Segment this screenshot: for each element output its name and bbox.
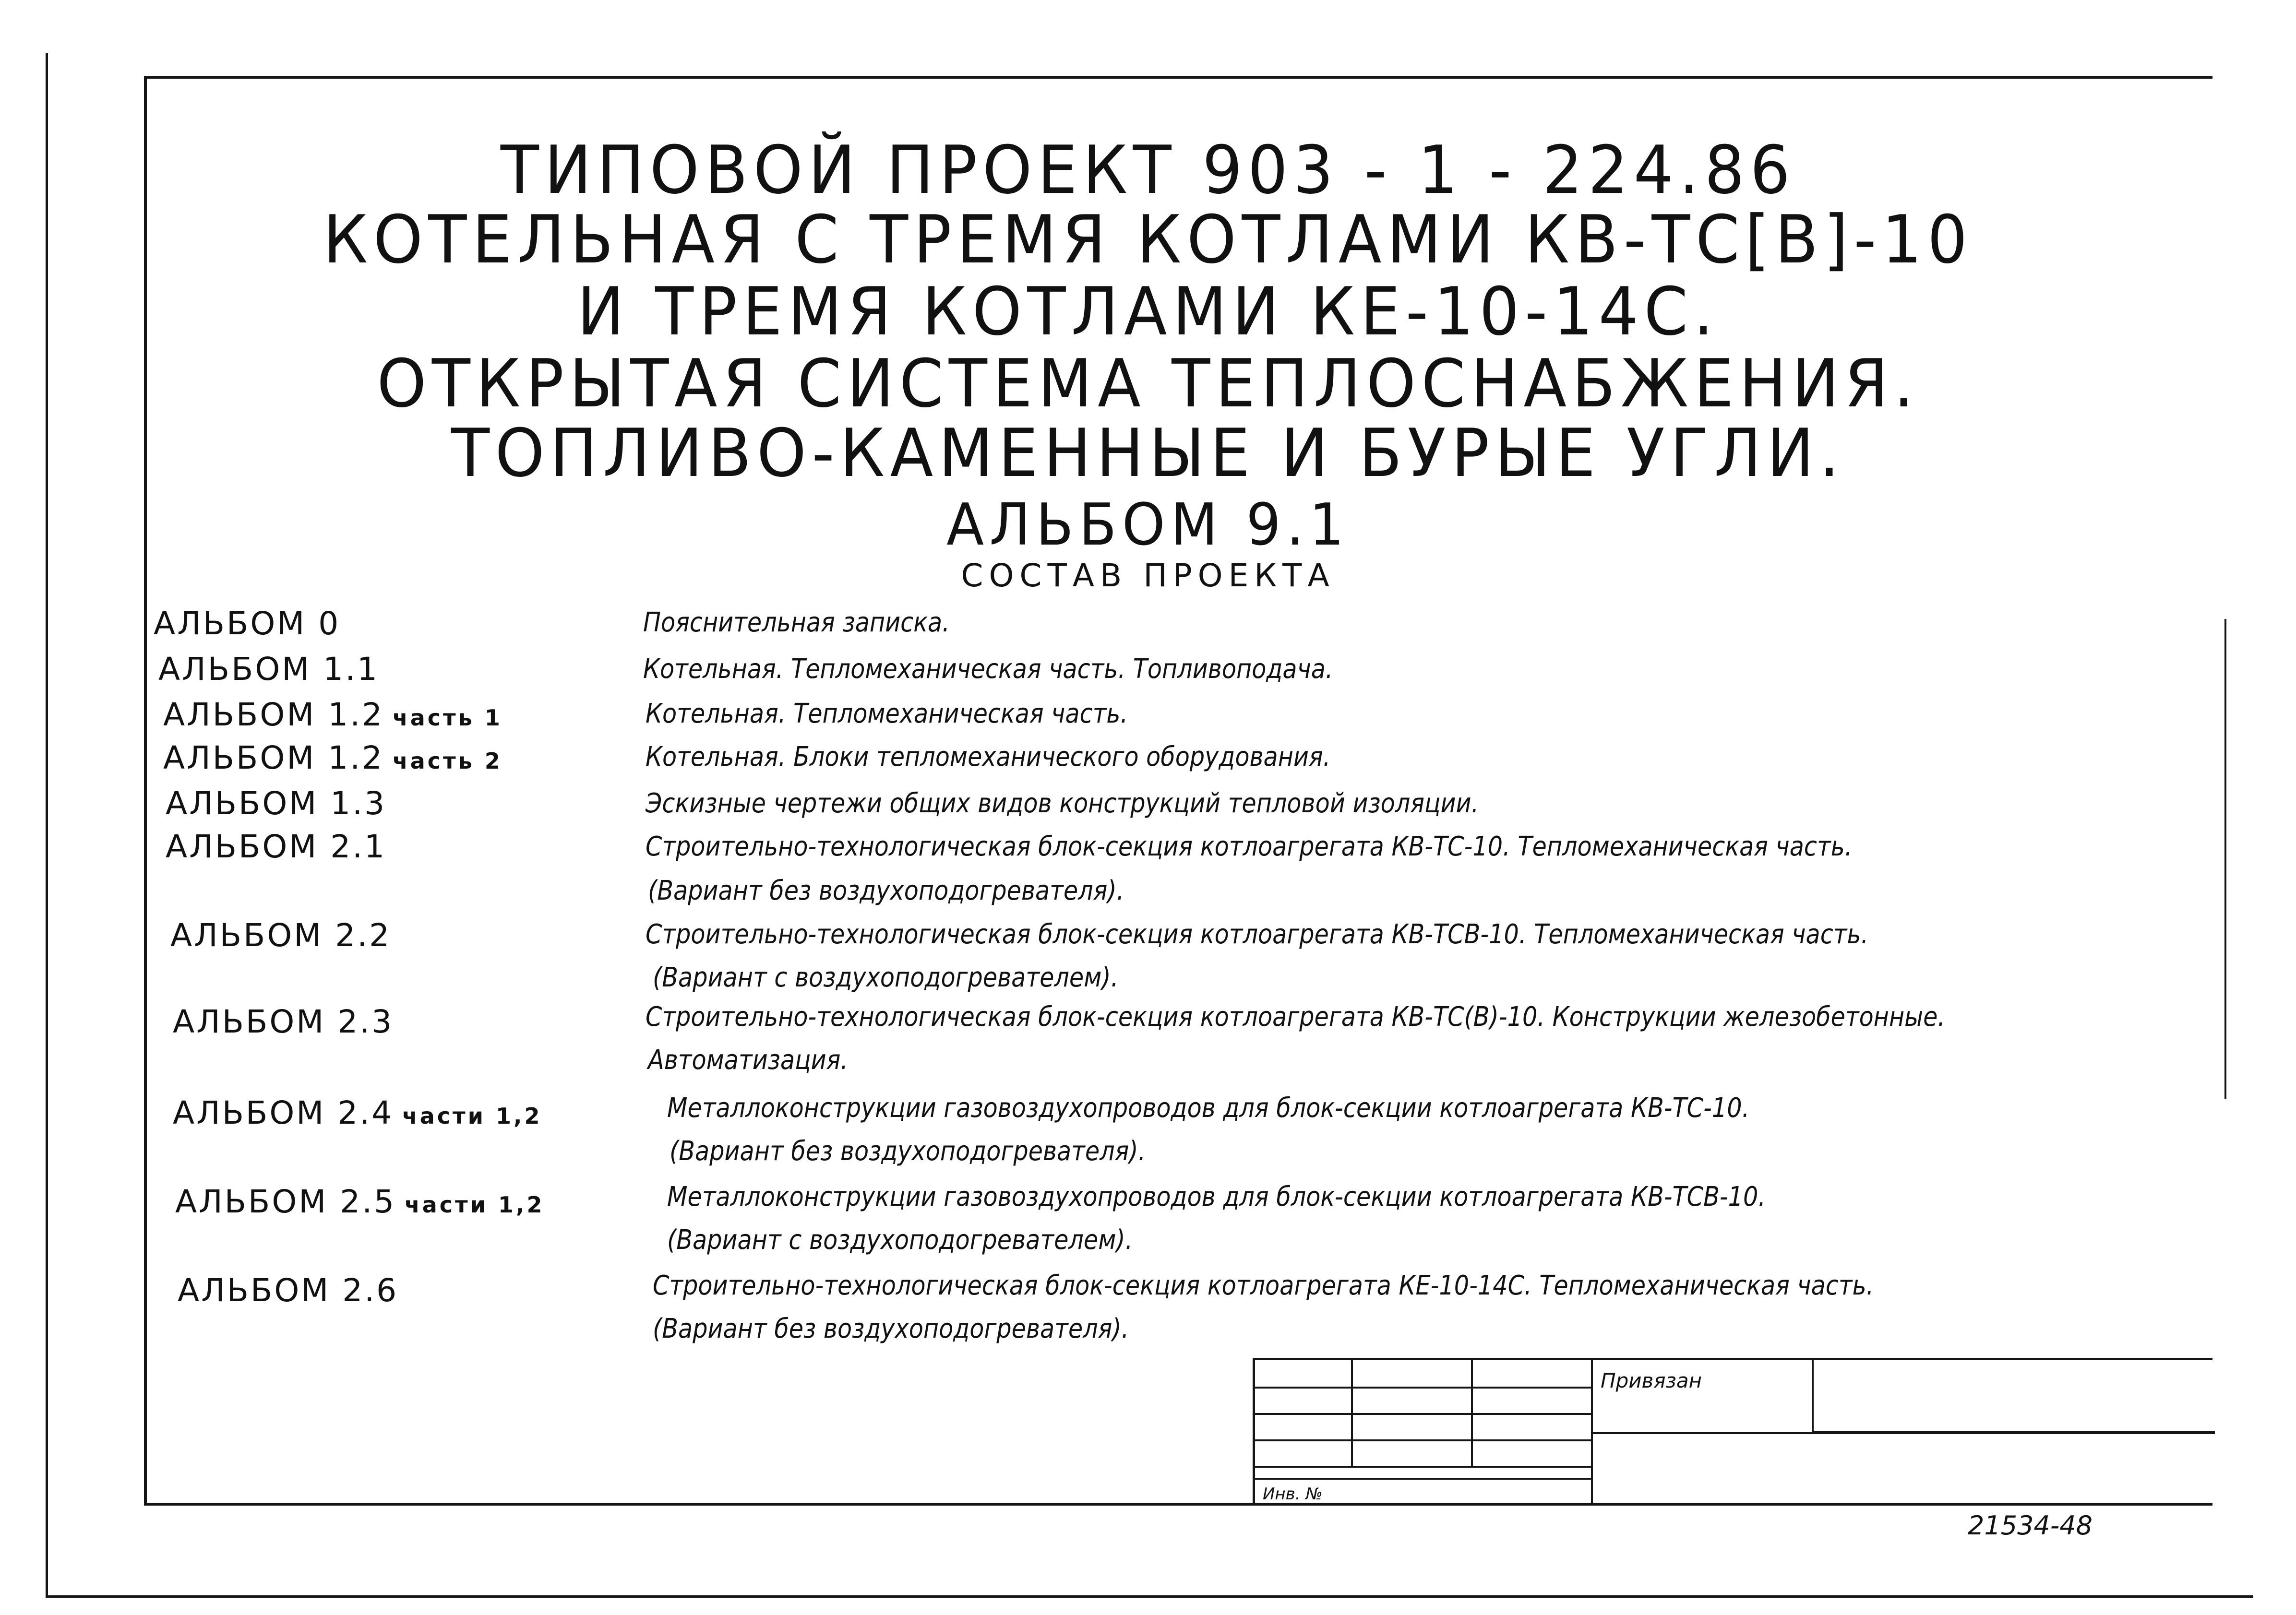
right-edge-line <box>2224 619 2226 1099</box>
album-label: АЛЬБОМ 2.6 <box>178 1272 399 1309</box>
album-description-cont: (Вариант без воздухоподогревателя). <box>670 1136 1146 1167</box>
album-label: АЛЬБОМ 1.3 <box>166 785 387 822</box>
album-description: Строительно-технологическая блок-секция котлоагрегата КВ-ТС(В)-10. Конструкции железобетонные. <box>646 1001 1946 1033</box>
composition-heading: СОСТАВ ПРОЕКТА <box>961 557 1335 594</box>
album-description-cont: (Вариант без воздухоподогревателя). <box>648 875 1124 906</box>
document-code: 21534-48 <box>1968 1510 2093 1541</box>
album-part: части 1,2 <box>405 1192 545 1218</box>
stamp-divider <box>1812 1360 1814 1432</box>
album-description: Строительно-технологическая блок-секция котлоагрегата КЕ-10-14С. Тепломеханическая часть. <box>653 1270 1874 1301</box>
album-label: АЛЬБОМ 2.2 <box>170 917 392 954</box>
stamp-row-line <box>1255 1413 1591 1415</box>
album-description-cont: (Вариант с воздухоподогревателем). <box>667 1224 1133 1256</box>
album-label: АЛЬБОМ 2.3 <box>173 1003 394 1040</box>
album-description-cont: Автоматизация. <box>648 1045 849 1076</box>
album-description: Строительно-технологическая блок-секция котлоагрегата КВ-ТСВ-10. Тепломеханическая часть. <box>646 919 1869 950</box>
title-stamp <box>1253 1358 2212 1506</box>
album-description: Эскизные чертежи общих видов конструкций тепловой изоляции. <box>646 788 1479 819</box>
stamp-row-line <box>1255 1478 1591 1480</box>
album-part: часть 2 <box>393 748 502 774</box>
album-description-cont: (Вариант с воздухоподогревателем). <box>653 962 1119 993</box>
stamp-tied-label: Привязан <box>1601 1369 1702 1392</box>
album-description: Металлоконструкции газовоздухопроводов для блок-секции котлоагрегата КВ-ТС-10. <box>667 1092 1750 1124</box>
title-line-5: ТОПЛИВО-КАМЕННЫЕ И БУРЫЕ УГЛИ. <box>451 415 1845 492</box>
page-border-bottom <box>46 1595 2253 1598</box>
title-line-3: И ТРЕМЯ КОТЛАМИ КЕ-10-14С. <box>577 273 1719 350</box>
stamp-inv-label: Инв. № <box>1263 1484 1323 1504</box>
album-description: Котельная. Тепломеханическая часть. Топливоподача. <box>643 653 1333 685</box>
album-description: Котельная. Тепломеханическая часть. <box>646 698 1128 729</box>
stamp-row-line <box>1591 1432 2215 1434</box>
title-line-1: ТИПОВОЙ ПРОЕКТ 903 - 1 - 224.86 <box>500 131 1796 209</box>
album-description-cont: (Вариант без воздухоподогревателя). <box>653 1313 1129 1344</box>
album-label: АЛЬБОМ 1.2 <box>163 739 384 776</box>
album-heading: АЛЬБОМ 9.1 <box>946 492 1350 558</box>
stamp-row-line <box>1255 1439 1591 1441</box>
album-label: АЛЬБОМ 2.4 <box>173 1094 394 1131</box>
album-description: Пояснительная записка. <box>643 607 950 638</box>
album-label: АЛЬБОМ 1.2 <box>163 696 384 733</box>
album-part: часть 1 <box>393 705 502 731</box>
album-label: АЛЬБОМ 1.1 <box>158 651 380 688</box>
album-description: Котельная. Блоки тепломеханического оборудования. <box>646 741 1331 772</box>
stamp-row-line <box>1255 1466 1591 1468</box>
title-line-2: КОТЕЛЬНАЯ С ТРЕМЯ КОТЛАМИ КВ-ТС[В]-10 <box>323 201 1973 278</box>
album-label: АЛЬБОМ 2.5 <box>175 1183 396 1220</box>
album-part: части 1,2 <box>402 1103 542 1129</box>
album-label: АЛЬБОМ 0 <box>154 605 341 642</box>
album-description: Строительно-технологическая блок-секция котлоагрегата КВ-ТС-10. Тепломеханическая часть. <box>646 831 1853 862</box>
album-label: АЛЬБОМ 2.1 <box>166 828 387 865</box>
album-description: Металлоконструкции газовоздухопроводов для блок-секции котлоагрегата КВ-ТСВ-10. <box>667 1181 1766 1212</box>
page-border-left <box>46 53 48 1598</box>
title-line-4: ОТКРЫТАЯ СИСТЕМА ТЕПЛОСНАБЖЕНИЯ. <box>377 345 1919 422</box>
stamp-row-line <box>1255 1387 1591 1389</box>
